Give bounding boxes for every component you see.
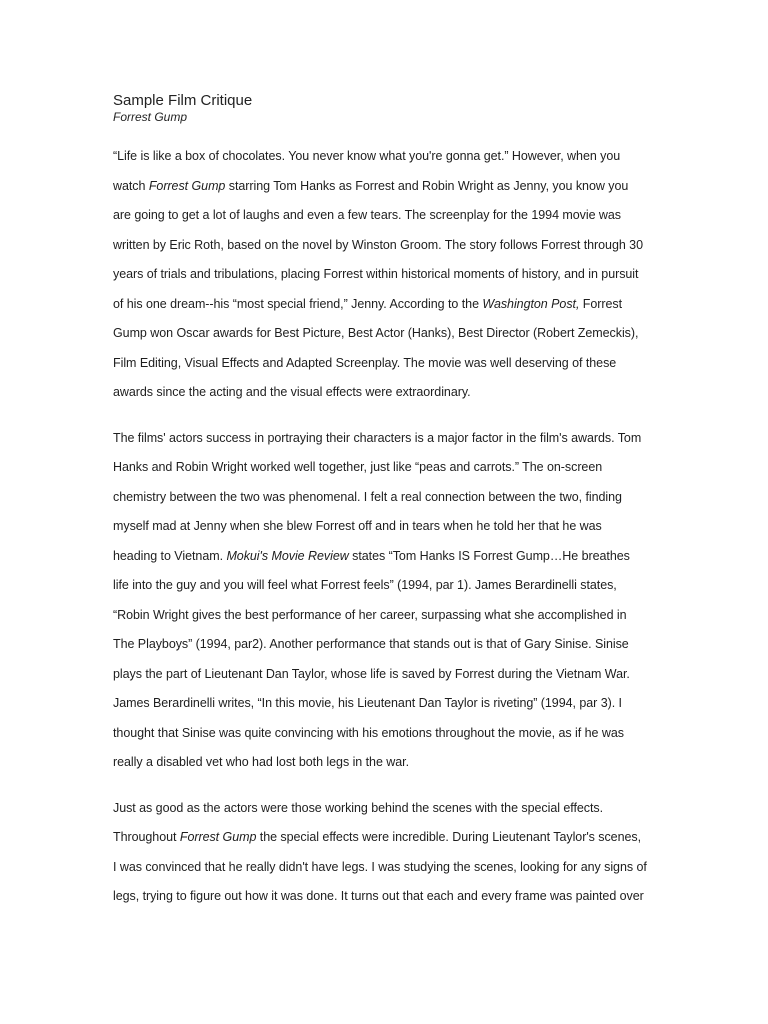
- text-line: [113, 748, 658, 778]
- italic-title-text: Forrest Gump: [148, 178, 226, 193]
- text-run: Just as good as the actors were those working behind the scenes with the special effects.: [113, 800, 604, 815]
- document-body: [113, 142, 658, 912]
- text-line: [113, 378, 658, 408]
- text-run: Film Editing, Visual Effects and Adapted Screenplay. The movie was well deserving of these: [113, 355, 617, 370]
- text-run: are going to get a lot of laughs and even a few tears. The screenplay for the 1994 movie was: [113, 208, 621, 222]
- italic-title-text: Forrest Gump: [179, 830, 257, 844]
- paragraph: [113, 142, 658, 408]
- text-run: thought that Sinise was quite convincing with his emotions throughout the movie, as if he was: [113, 725, 624, 740]
- text-run: Throughout: [113, 830, 180, 844]
- text-run: Gump won Oscar awards for Best Picture, Best Actor (Hanks), Best Director (Robert Zemeckis),: [113, 326, 639, 340]
- text-run: starring Tom Hanks as Forrest and Robin Wright as Jenny, you know you: [225, 178, 629, 193]
- text-run: legs, trying to figure out how it was done. It turns out that each and every frame was painted over: [113, 889, 644, 903]
- text-line: [113, 424, 658, 454]
- text-line: [113, 483, 658, 513]
- text-run: The Playboys” (1994, par2). Another performance that stands out is that of Gary Sinise. Sinise: [113, 637, 629, 651]
- paragraph: [113, 794, 658, 912]
- text-run: awards since the acting and the visual effects were extraordinary.: [113, 385, 471, 399]
- text-line: [113, 290, 658, 320]
- text-line: [113, 719, 658, 749]
- text-run: really a disabled vet who had lost both legs in the war.: [113, 755, 409, 769]
- text-line: [113, 349, 658, 379]
- text-run: “Life is like a box of chocolates. You never know what you're gonna get.” However, when you: [113, 149, 621, 163]
- text-run: states “Tom Hanks IS Forrest Gump…He breathes: [348, 548, 630, 563]
- text-line: [113, 512, 658, 542]
- text-run: myself mad at Jenny when she blew Forrest off and in tears when he told her that he was: [113, 519, 602, 533]
- text-run: “Robin Wright gives the best performance of her career, surpassing what she accomplished in: [113, 607, 627, 622]
- text-run: written by Eric Roth, based on the novel by Winston Groom. The story follows Forrest through 30: [113, 237, 643, 252]
- italic-title-text: Washington Post,: [482, 296, 580, 311]
- text-run: watch: [113, 178, 149, 193]
- text-run: years of trials and tribulations, placing Forrest within historical moments of history, and in pursuit: [113, 267, 639, 281]
- text-run: The films' actors success in portraying their characters is a major factor in the film's awards. Tom: [113, 430, 642, 445]
- text-line: [113, 882, 658, 912]
- text-line: [113, 823, 658, 853]
- text-run: plays the part of Lieutenant Dan Taylor, whose life is saved by Forrest during the Vietnam War.: [113, 666, 630, 681]
- text-line: [113, 660, 658, 690]
- text-line: [113, 453, 658, 483]
- text-run: the special effects were incredible. During Lieutenant Taylor's scenes,: [256, 830, 642, 844]
- text-line: [113, 260, 658, 290]
- page-title: Sample Film Critique: [113, 92, 253, 109]
- text-line: [113, 172, 658, 202]
- text-line: [113, 571, 658, 601]
- text-run: life into the guy and you will feel what Forrest feels” (1994, par 1). James Berardinelli states,: [113, 578, 617, 592]
- paragraph: [113, 424, 658, 778]
- text-line: [113, 142, 658, 172]
- text-run: of his one dream--his “most special friend,” Jenny. According to the: [113, 296, 483, 311]
- text-run: chemistry between the two was phenomenal. I felt a real connection between the two, finding: [113, 489, 622, 504]
- text-run: I was convinced that he really didn't have legs. I was studying the scenes, looking for any signs of: [113, 859, 647, 874]
- text-line: [113, 630, 658, 660]
- page-subtitle: Forrest Gump: [113, 110, 188, 124]
- text-line: [113, 319, 658, 349]
- text-run: heading to Vietnam.: [113, 548, 227, 563]
- text-line: [113, 853, 658, 883]
- text-line: [113, 794, 658, 824]
- text-line: [113, 601, 658, 631]
- text-line: [113, 542, 658, 572]
- text-run: Forrest: [579, 296, 623, 311]
- text-line: [113, 231, 658, 261]
- text-run: Hanks and Robin Wright worked well together, just like “peas and carrots.” The on-screen: [113, 460, 603, 474]
- text-run: James Berardinelli writes, “In this movie, his Lieutenant Dan Taylor is riveting” (1994, par 3). I: [113, 696, 622, 710]
- text-line: [113, 201, 658, 231]
- italic-title-text: Mokui's Movie Review: [226, 548, 349, 563]
- text-line: [113, 689, 658, 719]
- document-page: [113, 92, 658, 928]
